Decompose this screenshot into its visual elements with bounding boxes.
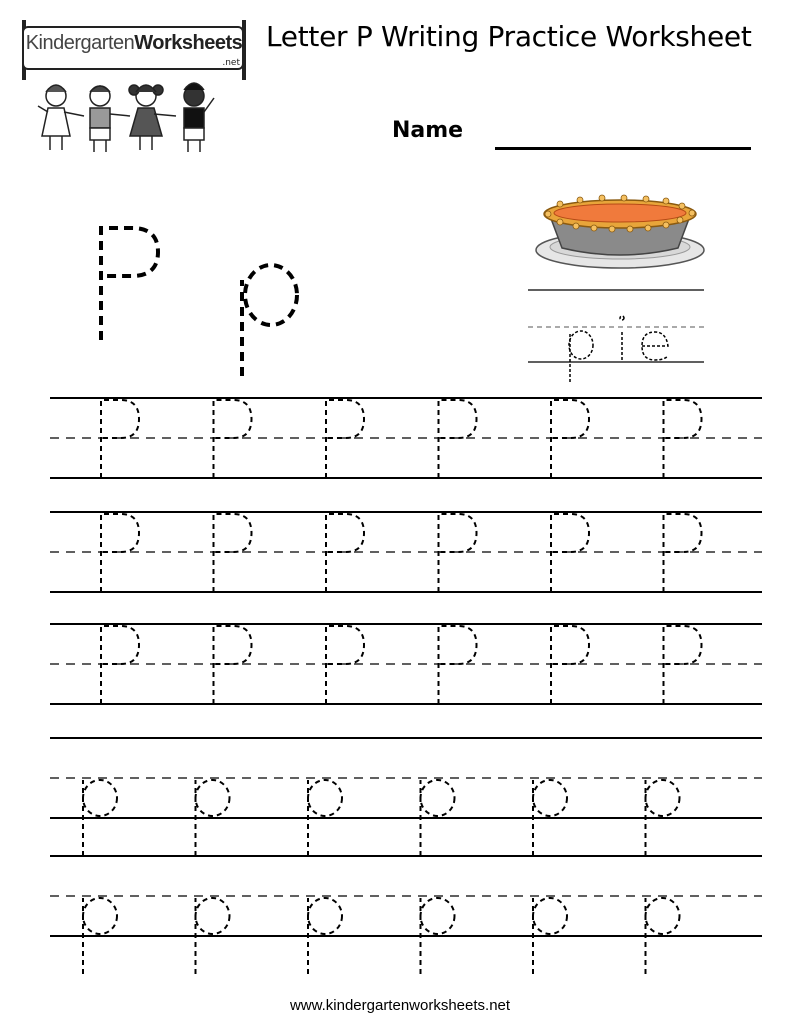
trace-uppercase-p (214, 400, 252, 478)
trace-uppercase-p (439, 514, 477, 592)
trace-uppercase-p (101, 400, 139, 478)
trace-uppercase-p (101, 514, 139, 592)
trace-uppercase-p (214, 626, 252, 704)
trace-lowercase-p-bowl (83, 898, 117, 934)
uppercase-row (101, 400, 702, 478)
trace-lowercase-p-bowl (308, 898, 342, 934)
logo-text: KindergartenWorksheets (25, 32, 243, 54)
trace-lowercase-p-bowl (83, 780, 117, 816)
trace-uppercase-p (551, 626, 589, 704)
name-label: Name (392, 118, 464, 143)
trace-uppercase-p (214, 514, 252, 592)
trace-uppercase-p (101, 626, 139, 704)
uppercase-row (101, 626, 702, 704)
trace-lowercase-p-bowl (533, 780, 567, 816)
worksheet-title: Letter P Writing Practice Worksheet (266, 20, 752, 53)
uppercase-row (101, 514, 702, 592)
trace-lowercase-p-bowl (421, 898, 455, 934)
trace-uppercase-p (326, 514, 364, 592)
trace-lowercase-p-bowl (533, 898, 567, 934)
logo-suffix: .net (222, 58, 240, 68)
trace-lowercase-p-bowl (421, 780, 455, 816)
trace-uppercase-p (551, 514, 589, 592)
trace-uppercase-p (664, 400, 702, 478)
trace-lowercase-p-bowl (308, 780, 342, 816)
trace-uppercase-p (551, 400, 589, 478)
trace-uppercase-p (326, 400, 364, 478)
trace-uppercase-p (326, 626, 364, 704)
trace-uppercase-p (439, 626, 477, 704)
footer-url: www.kindergartenworksheets.net (289, 997, 511, 1014)
trace-uppercase-p (439, 400, 477, 478)
trace-uppercase-p (664, 626, 702, 704)
trace-lowercase-p-bowl (646, 898, 680, 934)
trace-lowercase-p-bowl (196, 898, 230, 934)
trace-uppercase-p (664, 514, 702, 592)
trace-lowercase-p-bowl (196, 780, 230, 816)
trace-lowercase-p-bowl (646, 780, 680, 816)
